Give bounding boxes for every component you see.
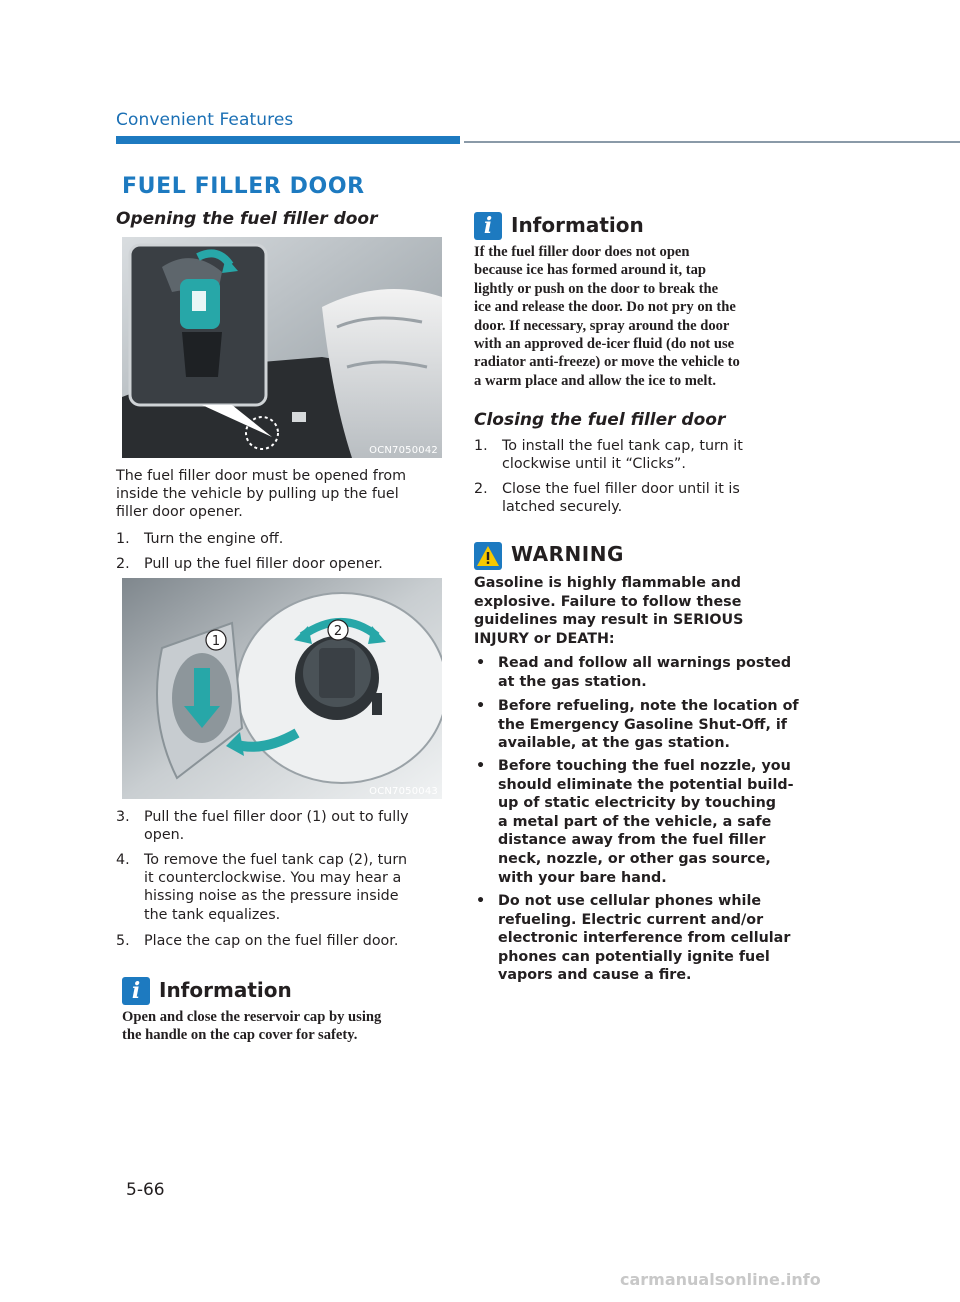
warning-label: WARNING [511,542,624,566]
callout-2: 2 [333,624,343,639]
bullet-dot: • [476,758,486,774]
info-line: If the fuel filler door does not open [474,244,690,260]
bullet-line: Read and follow all warnings posted [498,655,792,671]
step-line: the tank equalizes. [144,906,281,923]
intro-line: inside the vehicle by pulling up the fuel [116,486,399,503]
info-line: the handle on the cap cover for safety. [122,1027,358,1044]
header-rule [464,141,960,143]
info-icon: i [474,212,502,240]
warning-bullet-1 [476,654,816,694]
bullet-line: a metal part of the vehicle, a safe [498,813,772,830]
bullet-text [498,757,794,887]
warning-bullet-2 [476,697,816,757]
bullet-line: at the gas station. [498,673,647,690]
step-4 [116,851,456,927]
header-title: Convenient Features [116,110,294,130]
figure-fuel-door-opener [122,237,442,458]
step-number: 3. [116,809,130,825]
bullet-line: available, at the gas station. [498,735,730,752]
figure-code: OCN7050043 [369,786,438,797]
bullet-line: phones can potentially ignite fuel [498,948,770,965]
header-accent-bar [116,136,460,144]
figure-code: OCN7050042 [369,445,438,456]
opening-intro [116,467,456,522]
step-2 [116,555,456,575]
info-line: because ice has formed around it, tap [474,262,707,279]
bullet-text [498,697,799,753]
bullet-dot: • [476,698,486,714]
warning-line: guidelines may result in SERIOUS [474,612,744,629]
info-label: Information [511,213,644,237]
bullet-line: up of static electricity by touching [498,795,776,812]
bullet-line: distance away from the fuel filler [498,832,766,849]
bullet-dot: • [476,893,486,909]
step-line: To remove the fuel tank cap (2), turn [144,852,408,868]
step-line: hissing noise as the pressure inside [144,888,399,905]
step-text [144,808,409,844]
warning-line: INJURY or DEATH: [474,630,615,647]
bullet-line: refueling. Electric current and/or [498,911,764,928]
info-line: radiator anti-freeze) or move the vehicle to [474,354,740,371]
step-number: 2. [116,556,130,572]
info-left-body [122,1008,452,1045]
intro-line: filler door opener. [116,504,243,521]
closing-step-1 [474,437,814,477]
figure-fuel-cap [122,578,442,799]
step-line: clockwise until it “Clicks”. [502,456,686,473]
callout-1: 1 [211,634,221,649]
info-icon: i [122,977,150,1005]
info-line: lightly or push on the door to break the [474,280,719,297]
step-5 [116,932,456,952]
bullet-line: vapors and cause a fire. [498,967,692,984]
step-line: latched securely. [502,499,623,516]
step-3 [116,808,456,848]
step-text [502,480,740,516]
step-1 [116,530,456,550]
bullet-line: Do not use cellular phones while [498,893,762,909]
warning-icon [474,542,502,570]
step-text: Pull up the fuel filler door opener. [144,556,383,572]
info-line: Open and close the reservoir cap by using [122,1009,382,1025]
info-line: ice and release the door. Do not pry on the [474,299,736,316]
info-label: Information [159,978,292,1002]
info-right-header [474,212,674,242]
intro-line: The fuel filler door must be opened from [116,468,407,484]
info-line: with an approved de-icer fluid (do not use [474,336,735,353]
bullet-text [498,892,790,985]
bullet-text [498,654,791,691]
warning-intro [474,574,814,648]
warning-line: explosive. Failure to follow these [474,593,742,610]
bullet-line: neck, nozzle, or other gas source, [498,850,771,867]
info-left-header [122,977,322,1007]
bullet-line: with your bare hand. [498,869,667,886]
step-line: To install the fuel tank cap, turn it [502,438,743,454]
opening-heading: Opening the fuel filler door [116,209,378,229]
info-line: a warm place and allow the ice to melt. [474,372,716,389]
bullet-line: Before touching the fuel nozzle, you [498,758,791,774]
bullet-dot: • [476,655,486,671]
page-number: 5-66 [126,1180,165,1200]
warning-line: Gasoline is highly flammable and [474,575,741,591]
step-number: 1. [474,438,488,454]
step-number: 1. [116,531,130,547]
bullet-line: Before refueling, note the location of [498,698,799,714]
info-right-body [474,243,814,390]
bullet-line: electronic interference from cellular [498,930,791,947]
step-line: Pull the fuel filler door (1) out to fully [144,809,409,825]
closing-step-2 [474,480,814,520]
step-line: it counterclockwise. You may hear a [144,870,402,887]
warning-bullet-3 [476,757,816,889]
step-number: 4. [116,852,130,868]
section-title: FUEL FILLER DOOR [122,174,365,199]
step-line: Close the fuel filler door until it is [502,481,740,497]
step-text: Turn the engine off. [144,531,284,547]
info-line: door. If necessary, spray around the door [474,317,730,334]
step-line: open. [144,827,185,844]
watermark: carmanualsonline.info [620,1270,821,1289]
bullet-line: should eliminate the potential build- [498,776,794,793]
step-number: 5. [116,933,130,949]
step-text [144,851,407,924]
step-text [502,437,743,473]
step-text: Place the cap on the fuel filler door. [144,933,399,949]
warning-bullet-4 [476,892,816,988]
step-number: 2. [474,481,488,497]
bullet-line: the Emergency Gasoline Shut-Off, if [498,716,788,733]
warning-header [474,542,674,572]
closing-heading: Closing the fuel filler door [474,410,726,430]
